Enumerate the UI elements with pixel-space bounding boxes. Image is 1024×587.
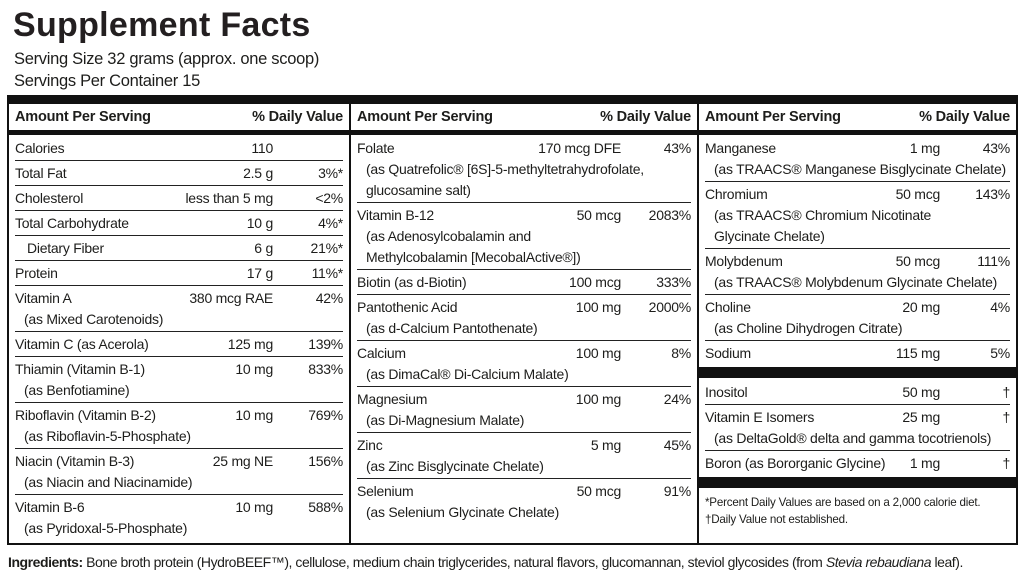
- serving-size: Serving Size 32 grams (approx. one scoop): [14, 50, 320, 68]
- nutrient-name: Vitamin C (as Acerola): [15, 336, 149, 352]
- nutrient-daily-value: <2%: [315, 190, 343, 206]
- table-row: [15, 161, 343, 186]
- table-row-main: [15, 288, 343, 309]
- nutrient-name: Dietary Fiber: [27, 240, 104, 256]
- table-row: [705, 249, 1010, 295]
- nutrient-daily-value: †: [1002, 409, 1010, 425]
- table-row-main: [705, 297, 1010, 318]
- table-row-main: [357, 297, 691, 318]
- top-divider-bar: [9, 95, 1016, 104]
- nutrient-name: Magnesium: [357, 391, 428, 407]
- table-row-main: [15, 188, 343, 209]
- column-header: [351, 104, 697, 135]
- nutrient-name: Biotin (as d-Biotin): [357, 274, 467, 290]
- amount-per-serving-header: Amount Per Serving: [357, 109, 493, 125]
- nutrient-amount: 17 g: [246, 265, 273, 281]
- table-row-main: [357, 389, 691, 410]
- nutrient-amount: 1 mg: [909, 140, 940, 156]
- nutrient-amount: 50 mcg: [895, 186, 940, 202]
- nutrient-amount: 20 mg: [902, 299, 940, 315]
- nutrient-source: (as d-Calcium Pantothenate): [366, 320, 538, 336]
- facts-column-2: [349, 104, 699, 543]
- ingredients-botanical-name: Stevia rebaudiana: [825, 554, 932, 570]
- nutrient-name: Sodium: [705, 345, 751, 361]
- nutrient-amount: less than 5 mg: [185, 190, 273, 206]
- table-row: [15, 186, 343, 211]
- table-row: [705, 451, 1010, 475]
- nutrient-name: Zinc: [357, 437, 383, 453]
- nutrient-amount: 10 mg: [235, 361, 273, 377]
- table-row-main: [705, 184, 1010, 205]
- table-row: [15, 332, 343, 357]
- nutrient-amount: 100 mcg: [569, 274, 621, 290]
- nutrient-amount: 10 g: [246, 215, 273, 231]
- nutrient-daily-value: 2000%: [648, 299, 691, 315]
- table-row-main: [15, 497, 343, 518]
- table-row-main: [705, 407, 1010, 428]
- column-header: [699, 104, 1016, 135]
- table-row: [357, 295, 691, 341]
- nutrient-source: (as Benfotiamine): [24, 382, 130, 398]
- nutrient-daily-value: 833%: [308, 361, 343, 377]
- nutrient-daily-value: 333%: [656, 274, 691, 290]
- table-row: [705, 182, 1010, 249]
- nutrient-amount: 2.5 g: [243, 165, 273, 181]
- nutrient-name: Protein: [15, 265, 58, 281]
- nutrient-name: Chromium: [705, 186, 768, 202]
- nutrient-name: Calcium: [357, 345, 406, 361]
- table-row-main: [705, 382, 1010, 403]
- table-row: [705, 405, 1010, 451]
- nutrient-name: Riboflavin (Vitamin B-2): [15, 407, 156, 423]
- nutrient-name: Total Carbohydrate: [15, 215, 129, 231]
- table-row: [15, 357, 343, 403]
- table-row: [15, 403, 343, 449]
- nutrient-name: Vitamin B-6: [15, 499, 85, 515]
- table-row-main: [705, 343, 1010, 364]
- table-row-main: [357, 205, 691, 226]
- nutrient-amount: 50 mg: [902, 384, 940, 400]
- nutrient-amount: 110: [251, 140, 273, 156]
- nutrient-name: Vitamin B-12: [357, 207, 434, 223]
- table-row: [705, 380, 1010, 405]
- amount-per-serving-header: Amount Per Serving: [15, 109, 151, 125]
- table-row-main: [15, 451, 343, 472]
- facts-column-1: [9, 104, 349, 543]
- table-row: [705, 136, 1010, 182]
- nutrient-amount: 25 mg NE: [212, 453, 273, 469]
- column-header: [9, 104, 349, 135]
- nutrient-source: (as Riboflavin-5-Phosphate): [24, 428, 191, 444]
- nutrient-source: (as Di-Magnesium Malate): [366, 412, 525, 428]
- daily-value-header: % Daily Value: [919, 109, 1010, 125]
- table-row: [15, 286, 343, 332]
- table-row: [15, 236, 343, 261]
- table-row: [15, 495, 343, 540]
- nutrient-daily-value: 43%: [982, 140, 1010, 156]
- nutrient-amount: 50 mcg: [895, 253, 940, 269]
- nutrient-daily-value: 4%*: [318, 215, 343, 231]
- nutrient-source: (as Zinc Bisglycinate Chelate): [366, 458, 544, 474]
- nutrient-daily-value: 91%: [663, 483, 691, 499]
- nutrient-name: Boron (as Bororganic Glycine): [705, 455, 886, 471]
- facts-columns: [9, 104, 1016, 543]
- nutrient-name: Vitamin A: [15, 290, 72, 306]
- nutrient-amount: 170 mcg DFE: [538, 140, 621, 156]
- nutrient-name: Choline: [705, 299, 751, 315]
- footnotes: [705, 490, 1010, 530]
- nutrient-name: Total Fat: [15, 165, 67, 181]
- nutrient-daily-value: 45%: [663, 437, 691, 453]
- nutrient-name: Thiamin (Vitamin B-1): [15, 361, 145, 377]
- nutrient-amount: 1 mg: [909, 455, 940, 471]
- nutrient-source: (as Niacin and Niacinamide): [24, 474, 193, 490]
- nutrient-source: (as TRAACS® Molybdenum Glycinate Chelate): [714, 274, 998, 290]
- nutrient-source: Glycinate Chelate): [714, 228, 825, 244]
- nutrient-amount: 6 g: [254, 240, 273, 256]
- nutrient-daily-value: 21%*: [310, 240, 343, 256]
- table-row: [357, 203, 691, 270]
- table-row-main: [705, 138, 1010, 159]
- nutrient-source: (as Pyridoxal-5-Phosphate): [24, 520, 188, 536]
- table-row: [15, 449, 343, 495]
- nutrient-source: (as Quatrefolic® [6S]-5-methyltetrahydrofolate,: [366, 161, 644, 177]
- table-row-main: [15, 238, 343, 259]
- table-row: [357, 433, 691, 479]
- ingredients-text-end: leaf).: [931, 554, 963, 570]
- footnote: *Percent Daily Values are based on a 2,000 calorie diet.: [705, 496, 981, 509]
- daily-value-header: % Daily Value: [600, 109, 691, 125]
- table-row-main: [357, 138, 691, 159]
- nutrient-amount: 100 mg: [575, 391, 621, 407]
- table-row-main: [705, 251, 1010, 272]
- nutrient-daily-value: 111%: [977, 253, 1010, 269]
- nutrient-amount: 50 mcg: [576, 483, 621, 499]
- nutrient-source: (as TRAACS® Chromium Nicotinate: [714, 207, 932, 223]
- table-row: [705, 295, 1010, 341]
- nutrient-daily-value: 42%: [315, 290, 343, 306]
- nutrient-name: Folate: [357, 140, 395, 156]
- table-row-main: [15, 213, 343, 234]
- table-row: [357, 341, 691, 387]
- facts-table: [7, 95, 1018, 545]
- table-row-main: [15, 405, 343, 426]
- nutrient-daily-value: 11%*: [311, 265, 343, 281]
- footnote: †Daily Value not established.: [705, 513, 848, 526]
- nutrient-source: (as DeltaGold® delta and gamma tocotrienols): [714, 430, 992, 446]
- nutrient-source: (as Adenosylcobalamin and: [366, 228, 531, 244]
- table-row-main: [15, 138, 343, 159]
- table-row-main: [357, 343, 691, 364]
- daily-value-header: % Daily Value: [252, 109, 343, 125]
- nutrient-amount: 115 mg: [895, 345, 940, 361]
- table-row-main: [15, 163, 343, 184]
- nutrient-name: Vitamin E Isomers: [705, 409, 815, 425]
- nutrient-amount: 100 mg: [575, 299, 621, 315]
- table-row: [705, 341, 1010, 365]
- table-row: [357, 479, 691, 524]
- table-row: [15, 136, 343, 161]
- nutrient-source: (as TRAACS® Manganese Bisglycinate Chelate): [714, 161, 1006, 177]
- nutrient-source: (as Choline Dihydrogen Citrate): [714, 320, 903, 336]
- nutrient-daily-value: †: [1002, 455, 1010, 471]
- nutrient-daily-value: †: [1002, 384, 1010, 400]
- nutrient-daily-value: 588%: [308, 499, 343, 515]
- nutrient-amount: 100 mg: [575, 345, 621, 361]
- nutrient-source: (as Mixed Carotenoids): [24, 311, 164, 327]
- nutrient-daily-value: 3%*: [318, 165, 343, 181]
- nutrient-daily-value: 4%: [990, 299, 1010, 315]
- table-row-main: [15, 359, 343, 380]
- ingredients-line: [7, 545, 1018, 572]
- table-row: [357, 387, 691, 433]
- nutrient-daily-value: 43%: [663, 140, 691, 156]
- divider-bar: [699, 477, 1016, 488]
- nutrient-amount: 380 mcg RAE: [189, 290, 273, 306]
- nutrient-amount: 10 mg: [235, 499, 273, 515]
- nutrient-daily-value: 5%: [990, 345, 1010, 361]
- nutrient-name: Molybdenum: [705, 253, 783, 269]
- nutrient-source: Methylcobalamin [MecobalActive®]): [366, 249, 581, 265]
- ingredients-text: Bone broth protein (HydroBEEF™), cellulose, medium chain triglycerides, natural flavors, glucomannan, steviol glycosides (from: [82, 554, 826, 570]
- divider-bar: [699, 367, 1016, 378]
- table-row-main: [15, 334, 343, 355]
- nutrient-name: Cholesterol: [15, 190, 84, 206]
- nutrient-daily-value: 8%: [671, 345, 691, 361]
- nutrient-daily-value: [273, 138, 343, 159]
- nutrient-amount: 25 mg: [902, 409, 940, 425]
- ingredients-label: Ingredients:: [8, 554, 83, 570]
- nutrient-name: Calories: [15, 140, 65, 156]
- table-row-main: [357, 435, 691, 456]
- nutrient-amount: 50 mcg: [576, 207, 621, 223]
- nutrient-daily-value: 24%: [663, 391, 691, 407]
- nutrient-amount: 125 mg: [227, 336, 273, 352]
- table-row-main: [357, 272, 691, 293]
- table-row-main: [705, 453, 1010, 474]
- table-row-main: [357, 481, 691, 502]
- label-title: Supplement Facts: [13, 6, 311, 44]
- table-row-main: [15, 263, 343, 284]
- nutrient-source: (as DimaCal® Di-Calcium Malate): [366, 366, 569, 382]
- table-row: [357, 136, 691, 203]
- nutrient-daily-value: 143%: [975, 186, 1010, 202]
- nutrient-name: Niacin (Vitamin B-3): [15, 453, 135, 469]
- table-row: [357, 270, 691, 295]
- nutrient-name: Selenium: [357, 483, 414, 499]
- table-row: [15, 261, 343, 286]
- facts-column-3: [699, 104, 1016, 543]
- nutrient-source: (as Selenium Glycinate Chelate): [366, 504, 560, 520]
- nutrient-amount: 10 mg: [235, 407, 273, 423]
- servings-per-container: Servings Per Container 15: [14, 72, 201, 90]
- nutrient-daily-value: 769%: [308, 407, 343, 423]
- nutrient-daily-value: 2083%: [648, 207, 691, 223]
- nutrient-name: Inositol: [705, 384, 748, 400]
- nutrient-name: Pantothenic Acid: [357, 299, 458, 315]
- nutrient-amount: 5 mg: [590, 437, 621, 453]
- nutrient-daily-value: 156%: [308, 453, 343, 469]
- amount-per-serving-header: Amount Per Serving: [705, 109, 841, 125]
- nutrient-name: Manganese: [705, 140, 776, 156]
- nutrient-source: glucosamine salt): [366, 182, 471, 198]
- nutrient-daily-value: 139%: [308, 336, 343, 352]
- table-row: [15, 211, 343, 236]
